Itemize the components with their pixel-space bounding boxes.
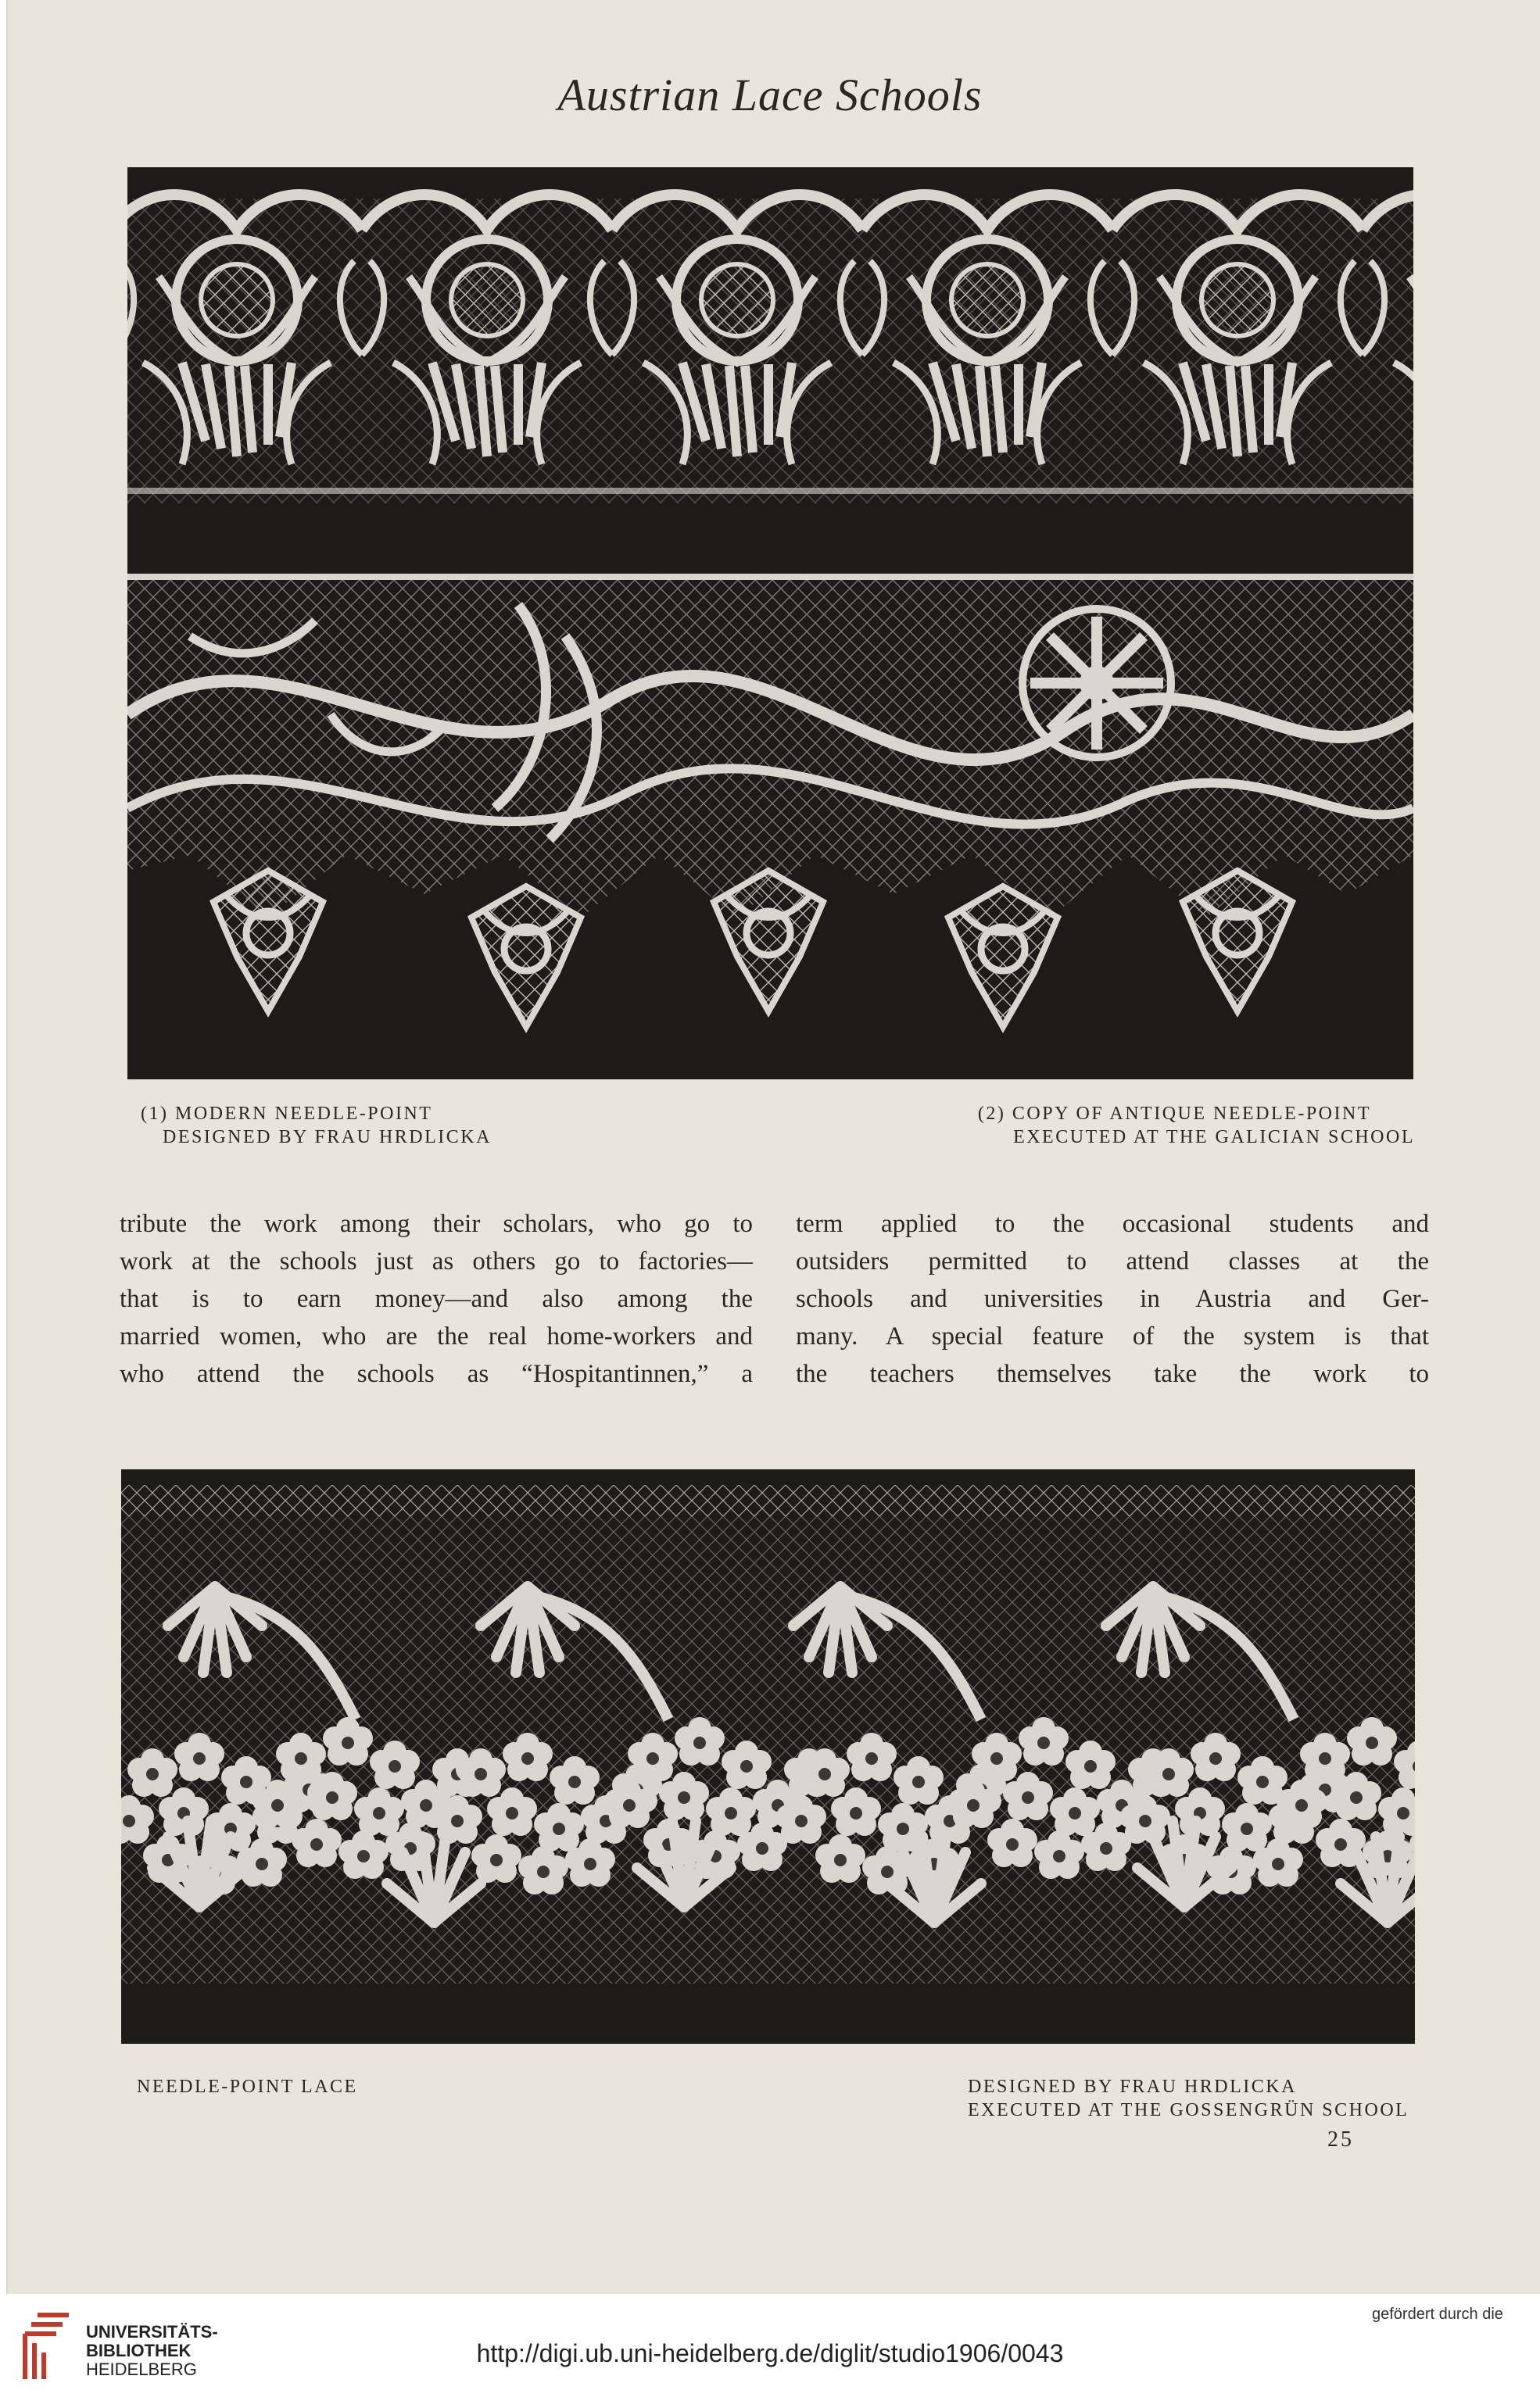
plate-bottom-photograph — [121, 1469, 1415, 2044]
caption-line: EXECUTED AT THE GOSSENGRÜN SCHOOL — [968, 2100, 1409, 2120]
caption-line: NEEDLE-POINT LACE — [137, 2077, 358, 2097]
text-line: that is to earn money—and also among the — [120, 1285, 753, 1313]
lace-illustration-top — [127, 167, 1413, 1079]
source-url-link[interactable]: http://digi.ub.uni-heidelberg.de/diglit/studio1906/0043 — [476, 2339, 1064, 2367]
library-name-line: UNIVERSITÄTS- — [86, 2322, 218, 2342]
caption-line: EXECUTED AT THE GALICIAN SCHOOL — [1013, 1127, 1415, 1147]
running-head: Austrian Lace Schools — [557, 70, 983, 120]
text-line: work at the schools just as others go to factories— — [120, 1247, 753, 1276]
caption-line: DESIGNED BY FRAU HRDLICKA — [163, 1127, 492, 1147]
page-number: 25 — [1327, 2127, 1354, 2152]
plate-top-caption-right — [978, 1102, 1415, 1149]
library-name-line: BIBLIOTHEK — [86, 2341, 192, 2360]
plate-top-photograph — [127, 167, 1413, 1079]
body-text-left-column — [120, 1205, 753, 1393]
text-line: schools and universities in Austria and Ger- — [796, 1285, 1429, 1313]
text-line: many. A special feature of the system is that — [796, 1322, 1429, 1351]
caption-line: (1) MODERN NEEDLE-POINT — [141, 1104, 433, 1124]
caption-line: (2) COPY OF ANTIQUE NEEDLE-POINT — [977, 1104, 1371, 1124]
plate-top-caption-left — [141, 1102, 492, 1149]
text-line: married women, who are the real home-workers and — [120, 1322, 753, 1351]
caption-line: DESIGNED BY FRAU HRDLICKA — [968, 2077, 1297, 2097]
text-line: who attend the schools as “Hospitantinnen,” a — [120, 1360, 753, 1388]
lace-illustration-bottom — [121, 1469, 1415, 2044]
funded-by-label: gefördert durch die — [1372, 2306, 1503, 2323]
text-line: outsiders permitted to attend classes at the — [796, 1247, 1429, 1276]
text-line: tribute the work among their scholars, who go to — [120, 1210, 753, 1238]
plate-bottom-caption-left — [137, 2075, 358, 2099]
library-name-line: HEIDELBERG — [86, 2360, 197, 2379]
text-line: the teachers themselves take the work to — [796, 1360, 1429, 1388]
body-text-right-column — [796, 1205, 1429, 1393]
text-line: term applied to the occasional students and — [796, 1210, 1429, 1238]
plate-bottom-caption-right — [968, 2075, 1409, 2122]
